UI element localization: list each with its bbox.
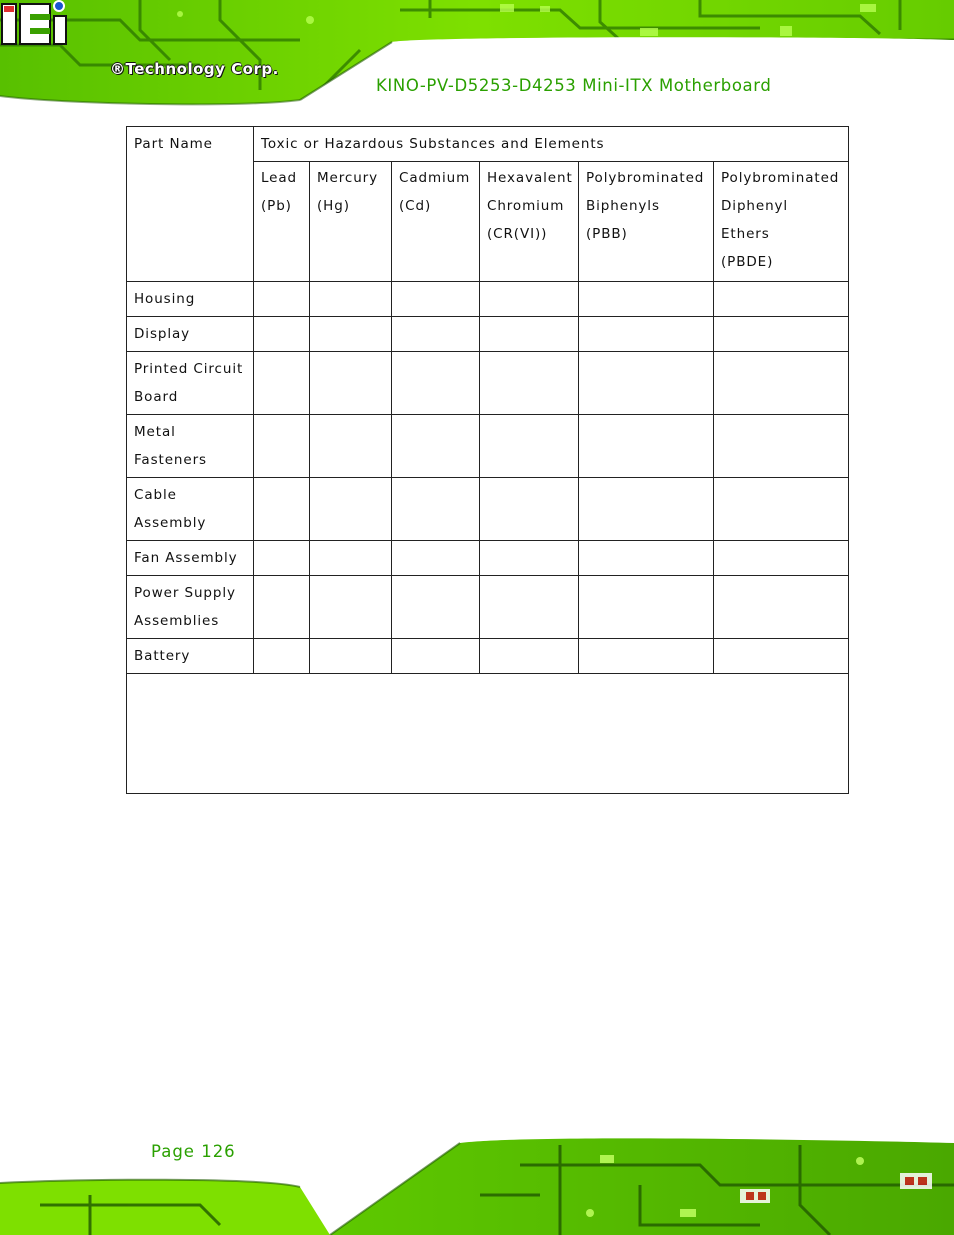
table-cell — [480, 282, 579, 317]
table-cell — [392, 352, 480, 415]
table-row — [127, 352, 849, 415]
table-cell — [254, 317, 310, 352]
table-cell — [254, 415, 310, 478]
column-hexavalent-chromium: Hexavalent Chromium (CR(VI)) — [480, 162, 579, 282]
table-cell — [714, 576, 849, 639]
part-name-cell: Housing — [127, 282, 254, 317]
table-cell — [392, 576, 480, 639]
column-mercury: Mercury (Hg) — [310, 162, 392, 282]
part-name-cell: Power Supply Assemblies — [127, 576, 254, 639]
circuit-board-banner — [0, 0, 954, 112]
column-pbde: Polybrominated Diphenyl Ethers (PBDE) — [714, 162, 849, 282]
table-cell — [714, 639, 849, 674]
table-cell — [579, 415, 714, 478]
table-cell — [254, 282, 310, 317]
table-row — [127, 576, 849, 639]
part-name-cell: Display — [127, 317, 254, 352]
table-cell — [714, 541, 849, 576]
table-cell — [392, 282, 480, 317]
table-cell — [714, 415, 849, 478]
table-cell — [254, 541, 310, 576]
table-cell — [579, 282, 714, 317]
table-cell — [254, 639, 310, 674]
table-cell — [480, 415, 579, 478]
table-cell — [310, 639, 392, 674]
document-title: KINO-PV-D5253-D4253 Mini-ITX Motherboard — [376, 76, 772, 95]
table-cell — [480, 352, 579, 415]
table-note-cell — [127, 674, 849, 794]
table-cell — [579, 317, 714, 352]
table-row — [127, 282, 849, 317]
part-name-cell: Metal Fasteners — [127, 415, 254, 478]
table-cell — [254, 576, 310, 639]
table-row — [127, 317, 849, 352]
table-cell — [579, 639, 714, 674]
table-header-row — [127, 127, 849, 162]
table-cell — [579, 576, 714, 639]
table-cell — [310, 317, 392, 352]
table-cell — [392, 415, 480, 478]
table-cell — [310, 352, 392, 415]
part-name-cell: Battery — [127, 639, 254, 674]
table-cell — [480, 541, 579, 576]
part-name-header: Part Name — [127, 127, 254, 282]
table-note-row — [127, 674, 849, 794]
table-cell — [392, 639, 480, 674]
page-header — [0, 0, 954, 112]
iei-logo — [0, 0, 70, 48]
column-lead: Lead (Pb) — [254, 162, 310, 282]
part-name-cell: Printed Circuit Board — [127, 352, 254, 415]
table-cell — [480, 478, 579, 541]
table-cell — [310, 282, 392, 317]
table-row — [127, 478, 849, 541]
table-cell — [310, 541, 392, 576]
table-cell — [579, 541, 714, 576]
part-name-cell: Cable Assembly — [127, 478, 254, 541]
table-row — [127, 639, 849, 674]
table-cell — [579, 478, 714, 541]
table-row — [127, 541, 849, 576]
table-cell — [579, 352, 714, 415]
table-cell — [714, 478, 849, 541]
substances-group-header: Toxic or Hazardous Substances and Elements — [254, 127, 849, 162]
table-cell — [714, 282, 849, 317]
table-cell — [480, 639, 579, 674]
table-row — [127, 415, 849, 478]
circuit-board-footer — [0, 1125, 954, 1235]
table-cell — [392, 317, 480, 352]
table-cell — [392, 541, 480, 576]
table-cell — [714, 317, 849, 352]
page-footer — [0, 1125, 954, 1235]
page-number: Page 126 — [151, 1142, 236, 1161]
table-cell — [310, 478, 392, 541]
hazardous-substances-table — [126, 126, 849, 794]
table-cell — [480, 576, 579, 639]
column-cadmium: Cadmium (Cd) — [392, 162, 480, 282]
table-cell — [392, 478, 480, 541]
table-cell — [254, 478, 310, 541]
part-name-cell: Fan Assembly — [127, 541, 254, 576]
table-cell — [310, 576, 392, 639]
brand-name: ®Technology Corp. — [110, 60, 279, 78]
table-cell — [254, 352, 310, 415]
column-pbb: Polybrominated Biphenyls (PBB) — [579, 162, 714, 282]
table-cell — [714, 352, 849, 415]
table-cell — [310, 415, 392, 478]
table-cell — [480, 317, 579, 352]
